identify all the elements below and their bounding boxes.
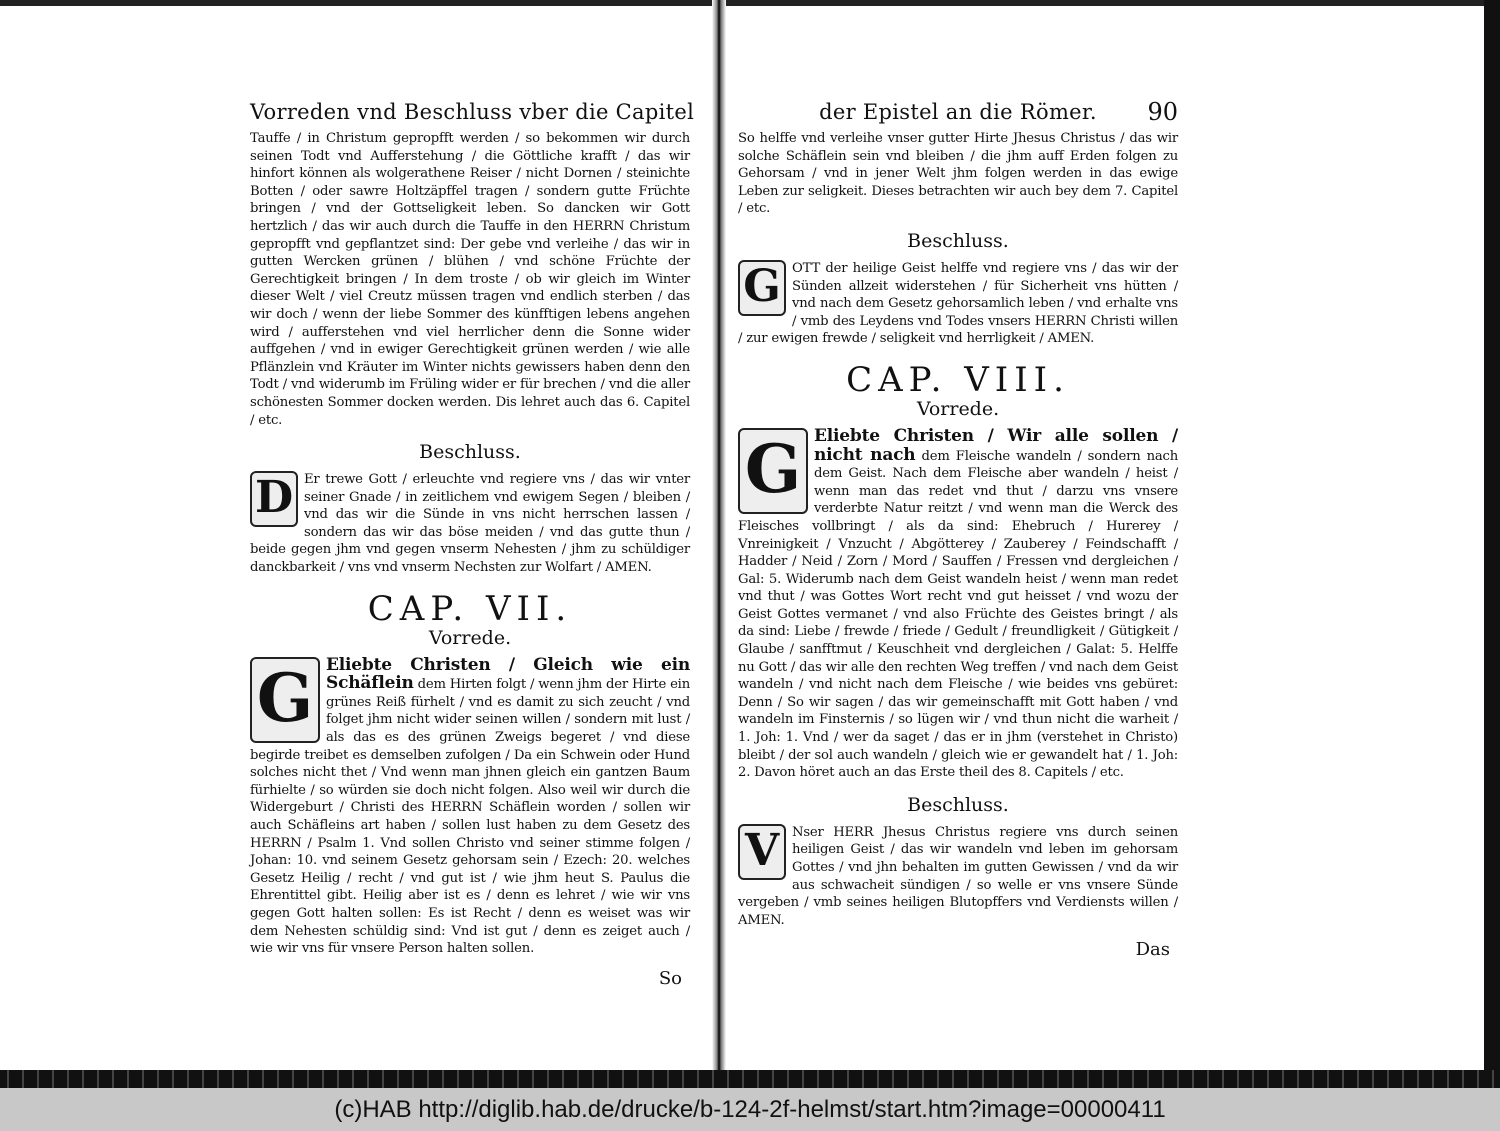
scan-right-edge — [1484, 0, 1500, 1088]
right-beschluss-text: OTT der heilige Geist helffe vnd regiere vns / das wir der Sünden allzeit widerstehen / für Sicherheit vns hütten / vnd nach dem Gesetz gehorsamlich leben / vnd erhalte vns / vmb des Leydens vnd Todes vnsers HERRN Christi willen / zur ewigen frewde / seligkeit vnd herrligkeit / AMEN. — [738, 260, 1178, 347]
right-beschluss2-heading: Beschluss. — [907, 793, 1009, 816]
scan-top-edge — [0, 0, 1500, 6]
right-intro-text: So helffe vnd verleihe vnser gutter Hirte Jhesus Christus / das wir solche Schäflein sein vnd bleiben / die jhm auff Erden folgen zu Gehorsam / vnd in jener Welt jhm folgen werden in das ewige Leben zur seligkeit. Dieses betrachten wir auch bey dem 7. Capitel / etc. — [738, 131, 1178, 217]
left-vorrede-paragraph — [250, 654, 690, 958]
left-beschluss-heading: Beschluss. — [419, 441, 521, 464]
copyright-footer: (c)HAB http://diglib.hab.de/drucke/b-124-2f-helmst/start.htm?image=00000411 — [0, 1088, 1500, 1131]
left-beschluss-paragraph — [250, 471, 690, 577]
right-beschluss2-paragraph — [738, 824, 1178, 930]
right-catchword: Das — [1135, 939, 1170, 961]
left-page — [250, 100, 695, 989]
right-vorrede-initial: G — [738, 428, 808, 514]
right-beschluss-initial: G — [738, 260, 786, 316]
left-catchword: So — [658, 967, 682, 989]
book-gutter — [712, 0, 726, 1088]
left-vorrede-lead: Eliebte Christen / Gleich wie ein Schäflein — [326, 654, 690, 694]
right-beschluss2-text: Nser HERR Jhesus Christus regiere vns durch seinen heiligen Geist / das wir wandeln vnd leben im gehorsam Gottes / vnd jhn behalten im gutten Gewissen / vnd da wir aus schwacheit sündigen / so welle er vns vnsere Sünde vergeben / vmb seines heiligen Blutopffers vnd Verdiensts willen / AMEN. — [738, 824, 1178, 928]
right-chapter-title: CAP. VIII. — [846, 359, 1070, 400]
right-beschluss2-initial: V — [738, 824, 786, 880]
left-vorrede-initial: G — [250, 657, 320, 743]
left-running-head: Vorreden vnd Beschluss vber die Capitel — [250, 100, 695, 124]
left-vorrede-heading: Vorrede. — [428, 626, 512, 649]
left-beschluss-initial: D — [250, 471, 298, 527]
right-page — [738, 100, 1178, 960]
page-number: 90 — [1147, 98, 1178, 126]
left-intro-text: Tauffe / in Christum gepropfft werden / so bekommen wir durch seinen Todt vnd Aufferstehung / die Göttliche krafft / das wir hinfort können als wolgerathene Reiser / nicht Dornen / steinichte Botten / oder sawre Holtzäpffel tragen / sondern gutte Früchte bringen / vnd der Gottseligkeit leben. So dancken wir Gott hertzlich / das wir auch durch die Tauffe in den HERRN Christum gepropfft vnd gepflantzet sind: Der gebe vnd verleihe / das wir in gutten Wercken grünen / blühen / vnd schöne Früchte der Gerechtigkeit bringen / In dem troste / ob wir gleich im Winter dieser Welt / viel Creutz müssen tragen vnd endlich sterben / das wir doch / wenn der liebe Sommer des künfftigen lebens angehen wird / aufferstehen vnd viel herrlicher denn die Sonne wider auffgehen / vnd in ewiger Gerechtigkeit grünen werden / wie alle Pflänzlein vnd Kräuter im Winter nichts gewissers haben denn den Todt / vnd widerumb im Früling wider er für brechen / vnd die aller schönesten Sommer docken werden. Dis lehret auch das 6. Capitel / etc. — [250, 131, 690, 428]
left-beschluss-text: Er trewe Gott / erleuchte vnd regiere vns / das wir vnter seiner Gnade / in zeitlichem vnd ewigem Segen / bleiben / vnd das wir die Sünde in vns nicht herrschen lassen / sondern das wir das böse meiden / vnd das gutte thun / beide gegen jhm vnd gegen vnserm Nehesten / jhm zu schüldiger danckbarkeit / vns vnd vnserm Nechsten zur Wolfart / AMEN. — [250, 472, 690, 576]
right-beschluss-heading: Beschluss. — [907, 229, 1009, 252]
right-beschluss-paragraph — [738, 260, 1178, 348]
right-vorrede-paragraph — [738, 425, 1179, 782]
left-vorrede-text: dem Hirten folgt / wenn jhm der Hirte ein grünes Reiß fürhelt / vnd es damit zu sich zeucht / vnd folget jhm nicht wider seinen willen / sondern mit lust / als das es des grünen Zweigs begeret / vnd diese begirde treibet es demselben zufolgen / Da ein Schwein oder Hund solches nicht thet / Vnd wenn man jhnen gleich ein gantzen Baum fürhielte / so würden sie doch nicht folgen. Also weil wir durch die Widergeburt / Christi des HERRN Schäflein worden / sollen wir auch Schäfleins art haben / sollen lust haben zu dem Gesetz des HERRN / Psalm 1. Vnd sollen Christo vnd seiner stimme folgen / Johan: 10. vnd seinem Gesetz gehorsam sein / Ezech: 20. welches Gesetz Heilig / recht / vnd gut ist / wie jhm heut S. Paulus die Ehrentittel gibt. Heilig aber ist es / denn es lehret / wie wir vns gegen Gott halten sollen: Es ist Recht / denn es weiset was wir dem Nehesten schüldig sind: Vnd ist gut / denn es zeiget auch / wie wir vns für vnsere Person halten sollen. — [250, 677, 690, 957]
left-chapter-title: CAP. VII. — [367, 588, 573, 629]
right-vorrede-text: dem Fleische wandeln / sondern nach dem Geist. Nach dem Fleische aber wandeln / heist / wenn man das redet vnd thut / darzu vns vnsere verderbte Natur reitzt / vnd wenn man die Werck des Fleisches vollbringt / als da sind: Ehebruch / Hurerey / Vnreinigkeit / Vnzucht / Abgötterey / Zauberey / Feindschafft / Hadder / Neid / Zorn / Mord / Sauffen / Fressen vnd dergleichen / Gal: 5. Widerumb nach dem Geist wandeln heist / wenn man redet vnd thut / was Gottes Wort recht vnd gut heisset / vnd wozu der Geist Gottes vermanet / vnd also Früchte des Geistes bringt / als da sind: Liebe / frewde / friede / Gedult / freundligkeit / Gütigkeit / Glaube / sanfftmut / Keuschheit vnd dergleichen / Galat: 5. Helffe nu Gott / das wir alle den rechten Weg treffen / vnd nach dem Geist wandeln / vnd nicht nach dem Fleische / wie beides vns gebüret: Denn / So wir sagen / das wir gemeinschafft mit Gott haben / vnd wandeln im Finsternis / so lügen wir / vnd thun nicht die warheit / 1. Joh: 1. Vnd / wer da saget / das er in jhm (verstehet in Christo) bleibt / der sol auch wandeln / gleich wie er gewandelt hat / 1. Joh: 2. Davon höret auch an das Erste theil des 8. Capitels / etc. — [738, 448, 1179, 781]
right-running-head: der Epistel an die Römer. — [819, 100, 1097, 124]
right-vorrede-heading: Vorrede. — [916, 397, 1000, 420]
scan-bottom-edge — [0, 1070, 1500, 1088]
right-vorrede-lead: Eliebte Christen / Wir alle sollen / nicht nach — [814, 425, 1178, 465]
